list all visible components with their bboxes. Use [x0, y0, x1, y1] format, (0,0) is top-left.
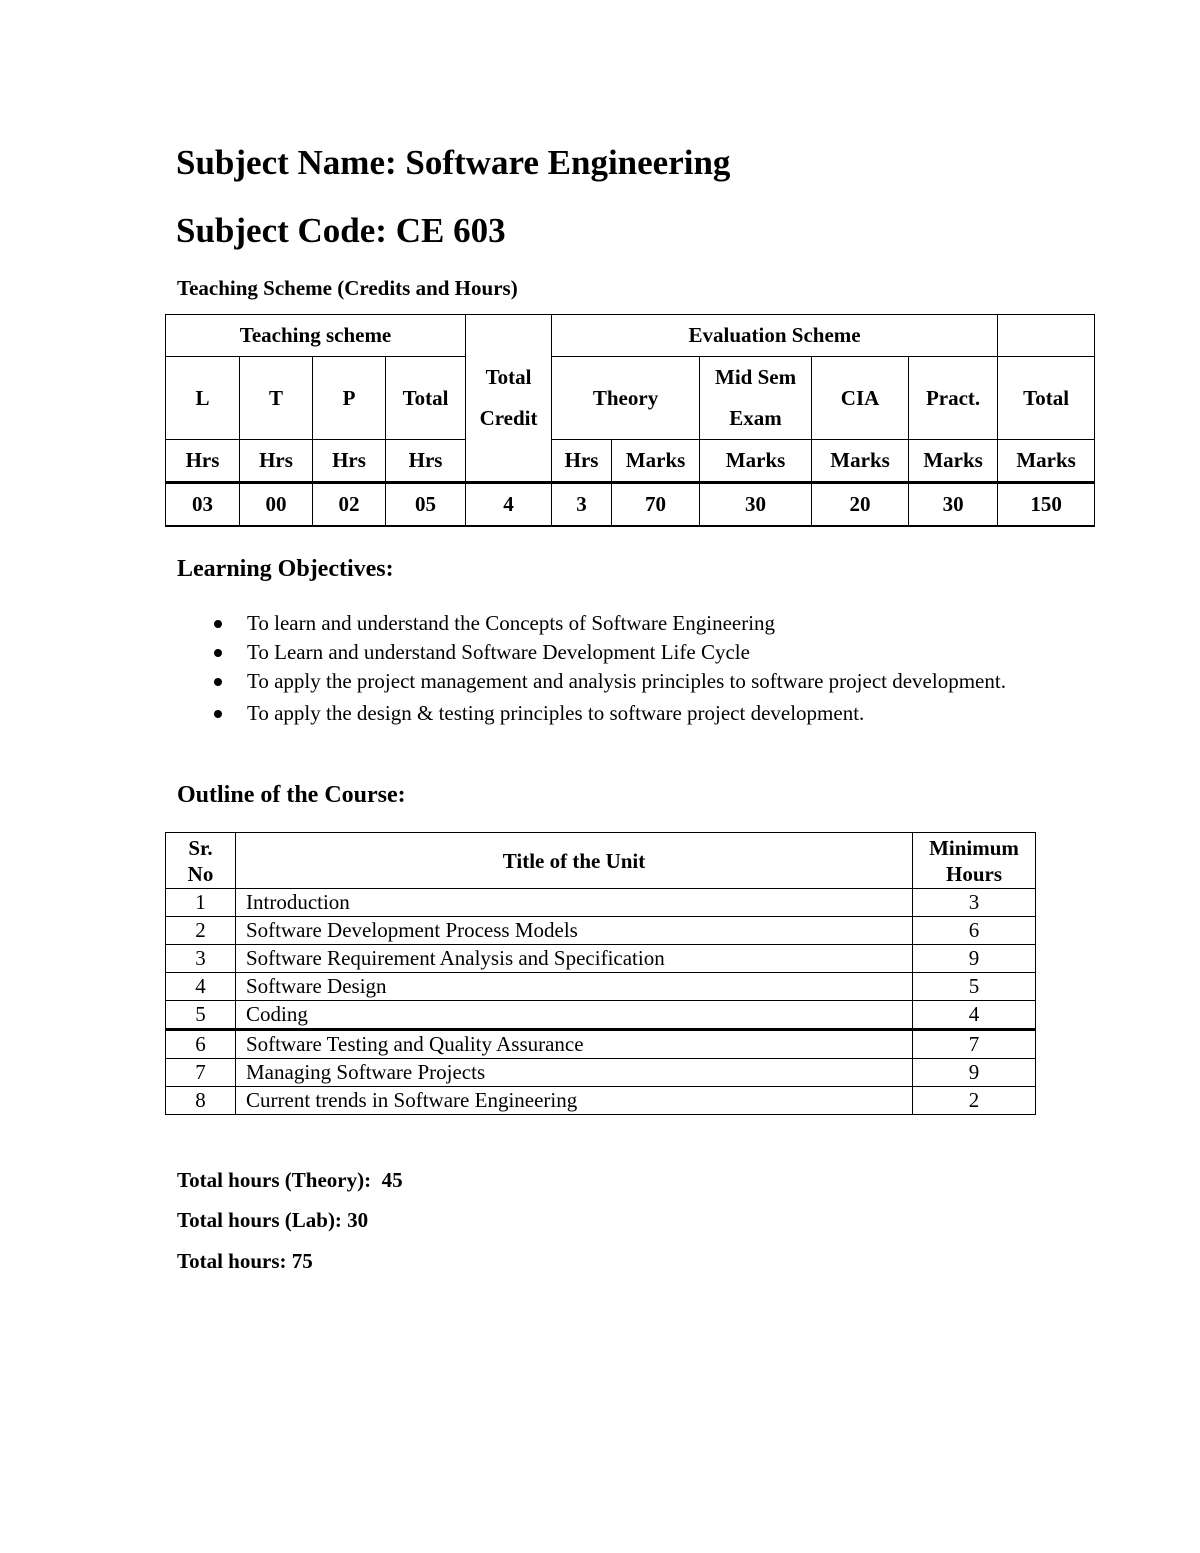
unit-title: Managing Software Projects — [236, 1059, 913, 1087]
unit-cell: Hrs — [313, 440, 386, 483]
scheme-group-header-row — [166, 315, 1095, 357]
list-item: To learn and understand the Concepts of Software Engineering — [177, 609, 1023, 637]
unit-title: Current trends in Software Engineering — [236, 1087, 913, 1115]
scheme-values-row — [166, 483, 1095, 527]
table-row — [166, 889, 1036, 917]
unit-title: Software Design — [236, 973, 913, 1001]
unit-hours: 6 — [913, 917, 1036, 945]
unit-number: 4 — [166, 973, 236, 1001]
teaching-scheme-table — [165, 314, 1095, 527]
total-hours-theory: Total hours (Theory): 45 — [177, 1168, 403, 1192]
sr-no-header: Sr. No — [166, 833, 236, 889]
col-theory: Theory — [552, 357, 700, 440]
outline-header-row — [166, 833, 1036, 889]
course-outline-table — [165, 832, 1036, 1115]
value-credit: 4 — [466, 483, 552, 527]
unit-title: Coding — [236, 1001, 913, 1030]
evaluation-scheme-header: Evaluation Scheme — [552, 315, 998, 357]
unit-cell: Marks — [812, 440, 909, 483]
unit-title: Software Development Process Models — [236, 917, 913, 945]
value-total-hrs: 05 — [386, 483, 466, 527]
unit-title: Software Requirement Analysis and Specification — [236, 945, 913, 973]
table-row — [166, 1087, 1036, 1115]
unit-hours: 5 — [913, 973, 1036, 1001]
min-hours-header: Minimum Hours — [913, 833, 1036, 889]
value-total-marks: 150 — [998, 483, 1095, 527]
unit-number: 6 — [166, 1030, 236, 1059]
col-mid-sem: Mid Sem Exam — [700, 357, 812, 440]
value-l: 03 — [166, 483, 240, 527]
value-p: 02 — [313, 483, 386, 527]
unit-cell: Marks — [700, 440, 812, 483]
teaching-scheme-header: Teaching scheme — [166, 315, 466, 357]
col-cia: CIA — [812, 357, 909, 440]
unit-hours: 9 — [913, 1059, 1036, 1087]
table-row — [166, 945, 1036, 973]
bullet-icon — [214, 649, 222, 657]
total-credit-header: Total Credit — [466, 315, 552, 483]
subject-code-title: Subject Code: CE 603 — [176, 211, 506, 250]
outline-heading: Outline of the Course: — [177, 782, 406, 808]
col-t: T — [240, 357, 313, 440]
col-pract: Pract. — [909, 357, 998, 440]
value-t: 00 — [240, 483, 313, 527]
col-total-marks: Total — [998, 357, 1095, 440]
objectives-list — [177, 609, 1023, 728]
unit-cell: Hrs — [240, 440, 313, 483]
empty-header-cell — [998, 315, 1095, 357]
bullet-icon — [214, 678, 222, 686]
unit-title: Software Testing and Quality Assurance — [236, 1030, 913, 1059]
table-row — [166, 1001, 1036, 1030]
unit-number: 3 — [166, 945, 236, 973]
unit-number: 7 — [166, 1059, 236, 1087]
unit-number: 2 — [166, 917, 236, 945]
bullet-icon — [214, 620, 222, 628]
table-row — [166, 1030, 1036, 1059]
unit-cell: Hrs — [166, 440, 240, 483]
subject-name-title: Subject Name: Software Engineering — [176, 143, 731, 182]
scheme-units-row — [166, 440, 1095, 483]
total-hours-lab: Total hours (Lab): 30 — [177, 1208, 369, 1232]
unit-hours: 4 — [913, 1001, 1036, 1030]
unit-number: 1 — [166, 889, 236, 917]
total-hours: Total hours: 75 — [177, 1249, 313, 1273]
unit-hours: 7 — [913, 1030, 1036, 1059]
unit-number: 5 — [166, 1001, 236, 1030]
unit-cell: Marks — [612, 440, 700, 483]
unit-cell: Hrs — [386, 440, 466, 483]
unit-hours: 2 — [913, 1087, 1036, 1115]
learning-objectives-heading: Learning Objectives: — [177, 556, 394, 582]
value-theory-marks: 70 — [612, 483, 700, 527]
unit-title-header: Title of the Unit — [236, 833, 913, 889]
list-item: To apply the design & testing principles to software project development. — [177, 699, 1023, 727]
scheme-column-header-row — [166, 357, 1095, 440]
unit-cell: Marks — [998, 440, 1095, 483]
col-total: Total — [386, 357, 466, 440]
col-l: L — [166, 357, 240, 440]
value-pract: 30 — [909, 483, 998, 527]
table-row — [166, 973, 1036, 1001]
unit-number: 8 — [166, 1087, 236, 1115]
unit-cell: Marks — [909, 440, 998, 483]
unit-hours: 3 — [913, 889, 1036, 917]
unit-title: Introduction — [236, 889, 913, 917]
list-item: To Learn and understand Software Development Life Cycle — [177, 638, 1023, 666]
list-item: To apply the project management and analysis principles to software project development. — [177, 667, 1023, 695]
value-theory-hrs: 3 — [552, 483, 612, 527]
unit-cell: Hrs — [552, 440, 612, 483]
value-cia: 20 — [812, 483, 909, 527]
bullet-icon — [214, 710, 222, 718]
table-row — [166, 1059, 1036, 1087]
teaching-scheme-heading: Teaching Scheme (Credits and Hours) — [177, 276, 518, 300]
value-mid-sem: 30 — [700, 483, 812, 527]
unit-hours: 9 — [913, 945, 1036, 973]
table-row — [166, 917, 1036, 945]
col-p: P — [313, 357, 386, 440]
